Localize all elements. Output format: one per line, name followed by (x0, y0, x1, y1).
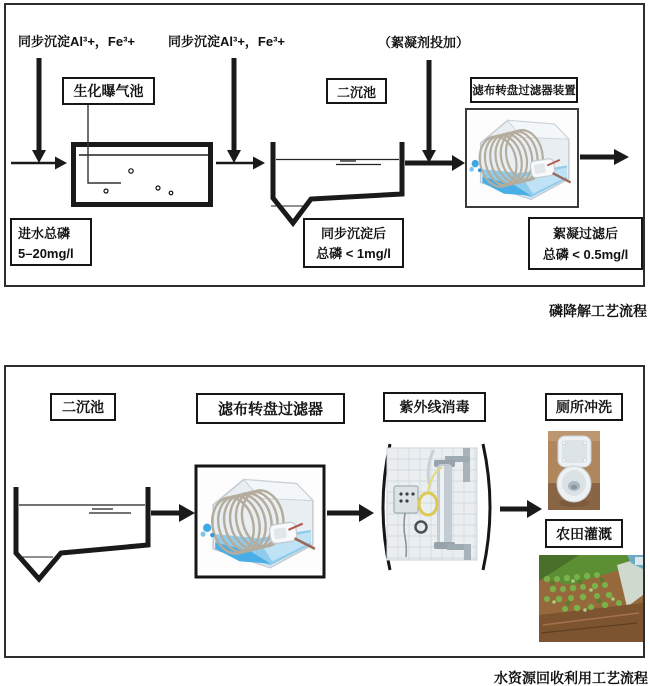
after-precipitation-line2: 总磷 < 1mg/l (316, 246, 391, 261)
after-precipitation-box (303, 218, 404, 268)
dosing-label-1: 同步沉淀Al³+，Fe³+ (18, 34, 136, 49)
influent-phosphorus-box (10, 218, 92, 266)
uv-disinfection-label-box: 紫外线消毒 (383, 392, 486, 422)
filter-device-label-box: 滤布转盘过滤器装置 (470, 77, 578, 103)
toilet-flushing-label-box: 厕所冲洗 (545, 393, 623, 421)
secondary-clarifier-label-box-2: 二沉池 (50, 393, 116, 421)
panel2-caption: 水资源回收利用工艺流程 (494, 670, 648, 686)
aeration-tank-label-box: 生化曝气池 (62, 77, 155, 105)
irrigation-label-box: 农田灌溉 (545, 519, 623, 548)
after-filtration-box (528, 217, 643, 270)
after-filtration-line2: 总磷 < 0.5mg/l (542, 247, 629, 262)
panel1-caption: 磷降解工艺流程 (549, 303, 647, 319)
influent-line2: 5–20mg/l (18, 246, 74, 261)
influent-line1: 进水总磷 (18, 226, 71, 241)
flocculant-dosing-label: （絮凝剂投加） (378, 35, 470, 50)
dosing-label-2: 同步沉淀Al³+，Fe³+ (168, 34, 286, 49)
after-filtration-line1: 絮凝过滤后 (552, 226, 618, 241)
after-precipitation-line1: 同步沉淀后 (320, 226, 386, 241)
filter-label-box: 滤布转盘过滤器 (196, 393, 345, 424)
secondary-clarifier-label-box-1: 二沉池 (326, 78, 387, 104)
